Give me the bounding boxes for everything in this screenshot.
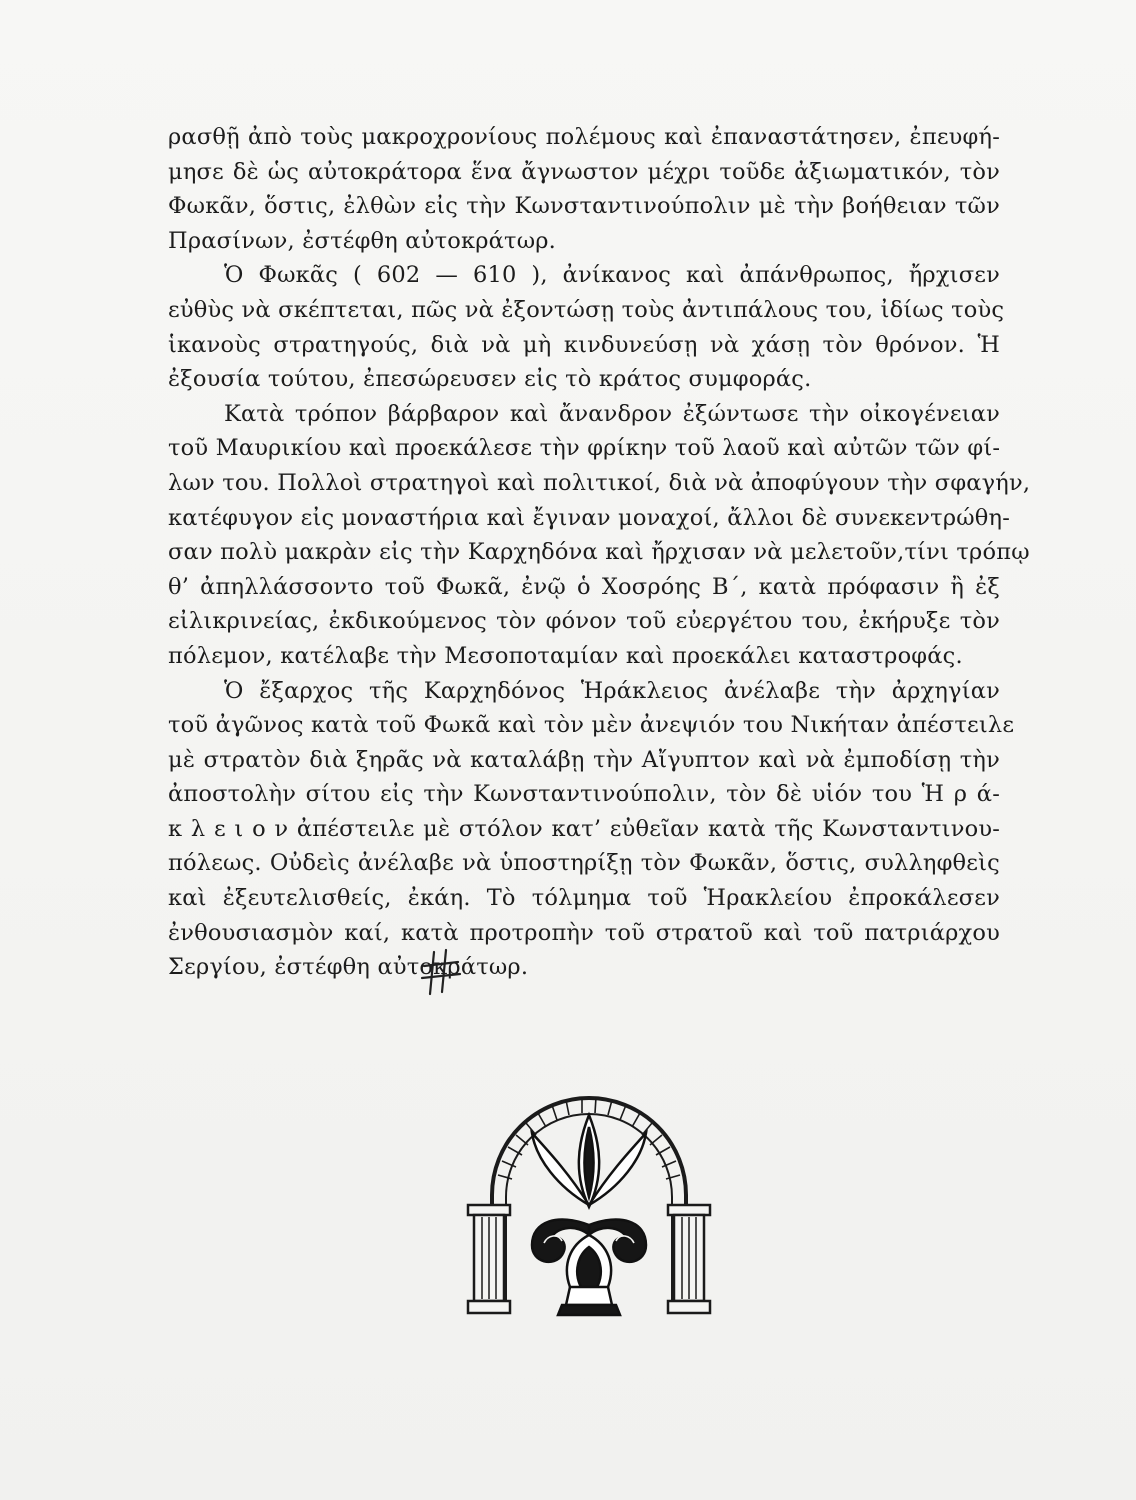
pen-mark-icon [420,948,462,996]
text-line: ἀποστολὴν σίτου εἰς τὴν Κωνσταντινούπολιν, τὸν δὲ υἱόν του Ἡ ρ ά- [168,781,1000,808]
page-body-text [168,120,1031,985]
text-line: Κατὰ τρόπον βάρβαρον καὶ ἄνανδρον ἐξώντωσε τὴν οἰκογένειαν [224,400,1000,427]
text-line: τοῦ ἀγῶνος κατὰ τοῦ Φωκᾶ καὶ τὸν μὲν ἀνεψιόν του Νικήταν ἀπέστειλε [168,712,1015,739]
text-line: ἐξουσία τούτου, ἐπεσώρευσεν εἰς τὸ κράτος συμφοράς. [168,366,812,393]
text-line: πόλεμον, κατέλαβε τὴν Μεσοποταμίαν καὶ προεκάλει καταστροφάς. [168,642,963,669]
text-line: εὐθὺς νὰ σκέπτεται, πῶς νὰ ἐξοντώσῃ τοὺς ἀντιπάλους του, ἰδίως τοὺς [168,296,1005,323]
text-line: μὲ στρατὸν διὰ ξηρᾶς νὰ καταλάβῃ τὴν Αἴγυπτον καὶ νὰ ἐμποδίσῃ τὴν [168,746,1000,773]
text-line: Σεργίου, ἐστέφθη αὐτοκράτωρ. [168,954,529,981]
text-line: καὶ ἐξευτελισθείς, ἐκάη. Τὸ τόλμημα τοῦ Ἡρακλείου ἐπροκάλεσεν [168,885,1000,912]
text-line: σαν πολὺ μακρὰν εἰς τὴν Καρχηδόνα καὶ ἤρχισαν νὰ μελετοῦν,τίνι τρόπῳ [168,539,1030,566]
text-line: μησε δὲ ὡς αὐτοκράτορα ἕνα ἄγνωστον μέχρι τοῦδε ἀξιωματικόν, τὸν [168,158,1000,185]
text-line: ἐνθουσιασμὸν καί, κατὰ προτροπὴν τοῦ στρατοῦ καὶ τοῦ πατριάρχου [168,919,1000,946]
text-line: Ὁ Φωκᾶς ( 602 — 610 ), ἀνίκανος καὶ ἀπάνθρωπος, ἤρχισεν [224,262,1000,289]
text-line: εἰλικρινείας, ἐκδικούμενος τὸν φόνον τοῦ εὐεργέτου του, ἐκήρυξε τὸν [168,608,1000,635]
text-line: λων του. Πολλοὶ στρατηγοὶ καὶ πολιτικοί, διὰ νὰ ἀποφύγουν τὴν σφαγήν, [168,469,1031,496]
text-line: πόλεως. Οὐδεὶς ἀνέλαβε νὰ ὑποστηρίξῃ τὸν Φωκᾶν, ὅστις, συλληφθεὶς [168,850,1000,877]
text-line: ἱκανοὺς στρατηγούς, διὰ νὰ μὴ κινδυνεύσῃ νὰ χάσῃ τὸν θρόνον. Ἡ [168,331,1000,358]
text-line: τοῦ Μαυρικίου καὶ προεκάλεσε τὴν φρίκην τοῦ λαοῦ καὶ αὐτῶν τῶν φί- [168,435,1001,462]
text-line: Πρασίνων, ἐστέφθη αὐτοκράτωρ. [168,227,557,254]
text-line: ρασθῇ ἀπὸ τοὺς μακροχρονίους πολέμους καὶ ἐπαναστάτησεν, ἐπευφή- [168,124,1000,150]
text-line: Ὁ ἔξαρχος τῆς Καρχηδόνος Ἡράκλειος ἀνέλαβε τὴν ἀρχηγίαν [224,677,1000,704]
text-line: κατέφυγον εἰς μοναστήρια καὶ ἔγιναν μοναχοί, ἄλλοι δὲ συνεκεντρώθη- [168,504,1011,531]
text-line: κ λ ε ι ο ν ἀπέστειλε μὲ στόλον κατ’ εὐθεῖαν κατὰ τῆς Κωνσταντινου- [168,815,1000,842]
text-line: θ’ ἀπηλλάσσοντο τοῦ Φωκᾶ, ἐνῷ ὁ Χοσρόης Β΄, κατὰ πρόφασιν ἢ ἐξ [168,573,1000,600]
acanthus-arch-ornament-icon [462,1075,716,1320]
text-line: Φωκᾶν, ὅστις, ἐλθὼν εἰς τὴν Κωνσταντινούπολιν μὲ τὴν βοήθειαν τῶν [168,193,1000,220]
